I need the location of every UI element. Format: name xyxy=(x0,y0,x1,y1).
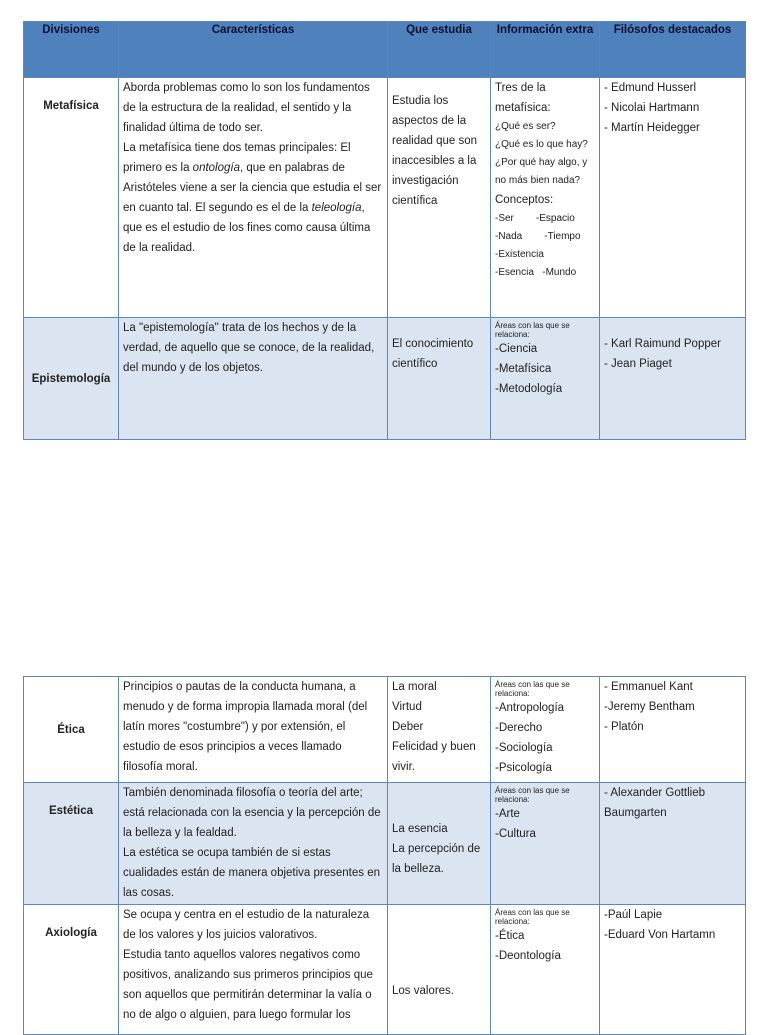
caracteristicas-cell xyxy=(119,905,388,1035)
info-text: ¿Qué es lo que hay? xyxy=(495,139,588,150)
area-item: -Ciencia xyxy=(495,343,538,355)
area-item: -Psicología xyxy=(495,762,552,774)
table-divisiones-2 xyxy=(23,676,746,1035)
info-extra-cell xyxy=(491,318,600,440)
que-estudia-cell xyxy=(388,318,491,440)
area-item: -Derecho xyxy=(495,722,543,734)
que-estudia-cell xyxy=(388,905,491,1035)
caracteristicas-cell xyxy=(119,318,388,440)
filosofos-cell xyxy=(600,677,746,783)
que-estudia-item: La percepción de la belleza. xyxy=(392,843,481,875)
division-label: Epistemología xyxy=(31,372,111,385)
division-label: Metafísica xyxy=(43,100,99,112)
filosofo-item: - Alexander Gottlieb Baumgarten xyxy=(604,787,706,819)
table-row-axiologia xyxy=(24,905,746,1035)
caracteristicas-cell xyxy=(119,78,388,318)
table-row-etica xyxy=(24,677,746,783)
que-estudia-item: Felicidad y buen vivir. xyxy=(392,741,476,773)
header-caracteristicas: Características xyxy=(119,22,388,78)
division-name xyxy=(24,905,119,1035)
header-que-estudia: Que estudia xyxy=(388,22,491,78)
filosofos-cell xyxy=(600,78,746,318)
area-item: -Antropología xyxy=(495,702,565,714)
que-estudia-text: El conocimiento científico xyxy=(392,338,474,370)
filosofo-item: -Eduard Von Hartamn xyxy=(604,929,716,941)
que-estudia-cell xyxy=(388,78,491,318)
que-estudia-item: La esencia xyxy=(392,823,448,835)
caracteristicas-text: Aborda problemas como lo son los fundamentos de la estructura de la realidad, el sentido y la finalidad última de todo ser. xyxy=(123,82,370,134)
info-text: -Existencia xyxy=(495,249,544,260)
info-extra-cell xyxy=(491,905,600,1035)
info-extra-cell xyxy=(491,783,600,905)
que-estudia-cell xyxy=(388,783,491,905)
header-divisiones: Divisiones xyxy=(24,22,119,78)
caracteristicas-text: La metafísica tiene dos temas principales: El primero es la ontología, que en palabras de Aristóteles viene a ser la ciencia que estudia el ser en cuanto tal. El segundo es el de la teleología, que es el estudio de los fines como causa última de la realidad. xyxy=(123,142,382,254)
area-item: -Sociología xyxy=(495,742,553,754)
area-item: -Cultura xyxy=(495,828,536,840)
que-estudia-item: Deber xyxy=(392,721,424,733)
filosofo-item: - Jean Piaget xyxy=(604,358,672,370)
info-text: -Esencia -Mundo xyxy=(495,267,577,278)
filosofo-item: - Karl Raimund Popper xyxy=(604,338,721,350)
que-estudia-item: Virtud xyxy=(392,701,422,713)
filosofo-item: -Jeremy Bentham xyxy=(604,701,695,713)
table-row-epistemologia xyxy=(24,318,746,440)
table-row-estetica xyxy=(24,783,746,905)
areas-label: Áreas con las que se relaciona: xyxy=(495,321,570,339)
division-name xyxy=(24,78,119,318)
filosofos-cell xyxy=(600,783,746,905)
division-label: Estética xyxy=(48,805,94,817)
division-name xyxy=(24,677,119,783)
filosofos-cell xyxy=(600,318,746,440)
caracteristicas-cell xyxy=(119,677,388,783)
caracteristicas-text: También denominada filosofía o teoría del arte; está relacionada con la esencia y la percepción de la belleza y la fealdad. xyxy=(123,787,381,839)
areas-label: Áreas con las que se relaciona: xyxy=(495,680,570,698)
division-name xyxy=(24,783,119,905)
table-row-metafisica xyxy=(24,78,746,318)
area-item: -Ética xyxy=(495,930,525,942)
info-text: -Nada -Tiempo xyxy=(495,231,581,242)
que-estudia-text: Estudia los aspectos de la realidad que son inaccesibles a la investigación científica xyxy=(392,95,478,207)
areas-label: Áreas con las que se relaciona: xyxy=(495,786,570,804)
filosofo-item: - Platón xyxy=(604,721,644,733)
filosofo-item: - Edmund Husserl xyxy=(604,82,697,94)
table-header-row xyxy=(24,22,746,78)
header-filosofos: Filósofos destacados xyxy=(600,22,746,78)
info-extra-cell xyxy=(491,78,600,318)
caracteristicas-text: Se ocupa y centra en el estudio de la naturaleza de los valores y los juicios valorativos. xyxy=(123,909,370,941)
info-text: Conceptos: xyxy=(495,194,554,206)
filosofo-item: - Martín Heidegger xyxy=(604,122,700,134)
header-informacion-extra: Información extra xyxy=(491,22,600,78)
caracteristicas-text: La estética se ocupa también de si estas cualidades están de manera objetiva presentes en las cosas. xyxy=(123,847,381,899)
filosofo-item: - Emmanuel Kant xyxy=(604,681,693,693)
caracteristicas-text: Principios o pautas de la conducta humana, a menudo y de forma impropia llamada moral (del latín mores "costumbre") y por extensión, el estudio de esos principios a veces llamado filosofía moral. xyxy=(123,681,368,773)
area-item: -Arte xyxy=(495,808,520,820)
filosofo-item: -Paúl Lapie xyxy=(604,909,663,921)
division-name xyxy=(24,318,119,440)
division-label: Axiología xyxy=(45,927,97,939)
filosofos-cell xyxy=(600,905,746,1035)
info-text: ¿Por qué hay algo, y no más bien nada? xyxy=(495,157,588,186)
info-text: ¿Qué es ser? xyxy=(495,121,556,132)
caracteristicas-cell xyxy=(119,783,388,905)
que-estudia-item: La moral xyxy=(392,681,437,693)
area-item: -Metafísica xyxy=(495,363,552,375)
info-text: -Ser -Espacio xyxy=(495,213,575,224)
caracteristicas-text: Estudia tanto aquellos valores negativos como positivos, analizando sus primeros principios que son aquellos que permitirán determinar la valía o no de algo o alguien, para luego formular los xyxy=(123,949,373,1021)
area-item: -Metodología xyxy=(495,383,563,395)
areas-label: Áreas con las que se relaciona: xyxy=(495,908,570,926)
info-text: Tres de la metafísica: xyxy=(495,82,551,114)
division-label: Ética xyxy=(57,723,85,736)
caracteristicas-text: La "epistemología" trata de los hechos y de la verdad, de aquello que se conoce, de la realidad, del mundo y de los objetos. xyxy=(123,322,375,374)
table-divisiones xyxy=(23,21,746,440)
filosofo-item: - Nicolai Hartmann xyxy=(604,102,700,114)
area-item: -Deontología xyxy=(495,950,561,962)
info-extra-cell xyxy=(491,677,600,783)
que-estudia-cell xyxy=(388,677,491,783)
que-estudia-text: Los valores. xyxy=(392,985,455,997)
